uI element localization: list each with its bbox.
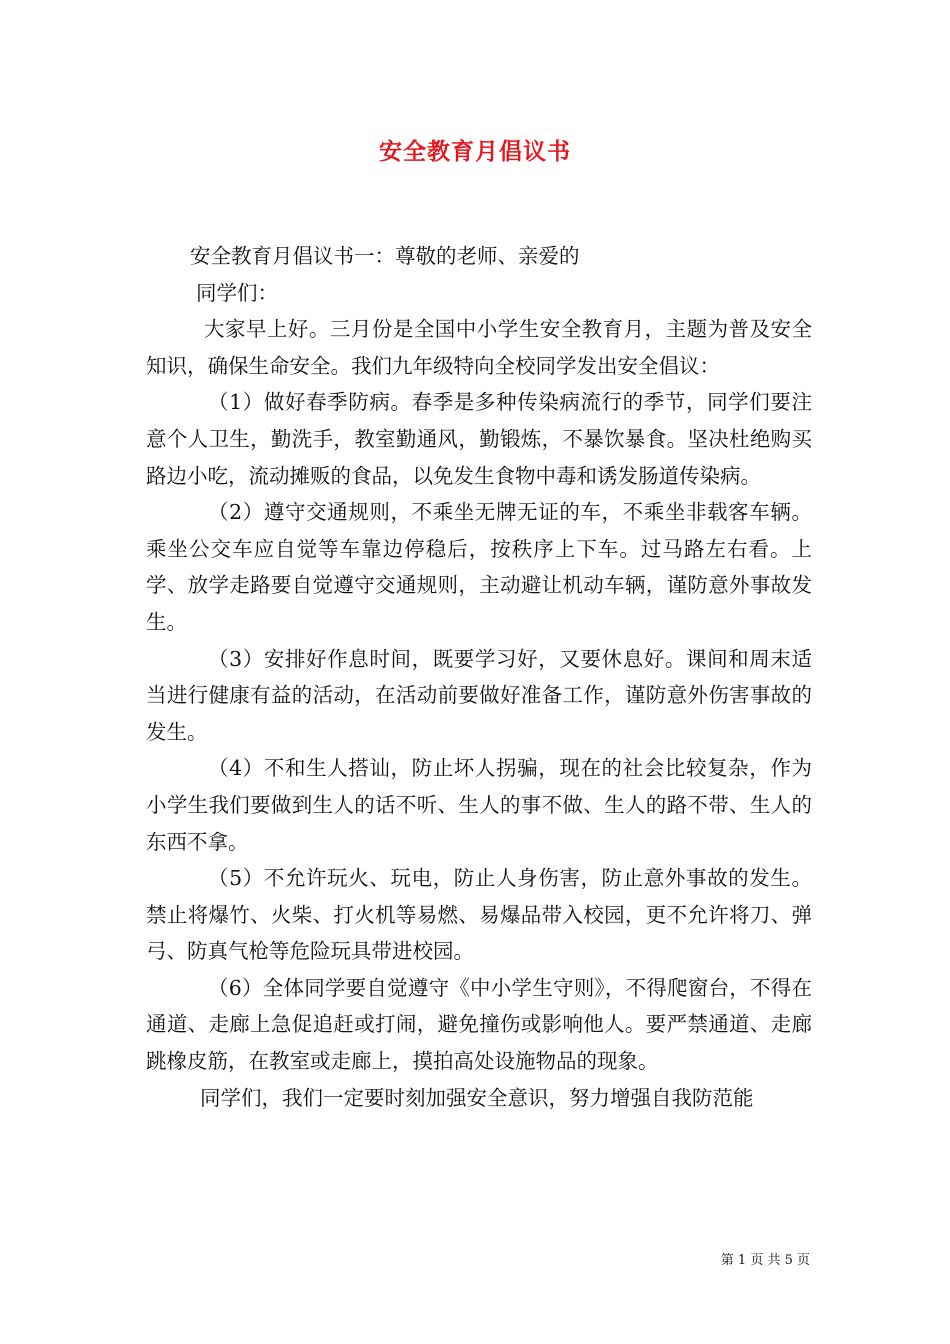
paragraph-item-5: （5）不允许玩火、玩电，防止人身伤害，防止意外事故的发生。禁止将爆竹、火柴、打火机等易燃、易爆品带入校园，更不允许将刀、弹弓、防真气枪等危险玩具带进校园。 (146, 866, 812, 964)
document-body (146, 238, 812, 1116)
paragraph-greeting: 同学们： (196, 280, 278, 305)
paragraph-opening: 大家早上好。三月份是全国中小学生安全教育月，主题为普及安全知识，确保生命安全。我们九年级特向全校同学发出安全倡议： (146, 317, 812, 378)
paragraph-intro: 安全教育月倡议书一：尊敬的老师、亲爱的 (190, 244, 580, 268)
paragraph-closing: 同学们，我们一定要时刻加强安全意识，努力增强自我防范能 (200, 1085, 754, 1110)
paragraph-item-3: （3）安排好作息时间，既要学习好，又要休息好。课间和周末适当进行健康有益的活动，在活动前要做好准备工作，谨防意外伤害事故的发生。 (146, 646, 812, 744)
page-number-footer: 第 1 页 共 5 页 (720, 1253, 810, 1268)
paragraph-item-1: （1）做好春季防病。春季是多种传染病流行的季节，同学们要注意个人卫生，勤洗手，教室勤通风，勤锻炼，不暴饮暴食。坚决杜绝购买路边小吃，流动摊贩的食品，以免发生食物中毒和诱发肠道传染病。 (146, 390, 812, 488)
paragraph-item-6: （6）全体同学要自觉遵守《中小学生守则》，不得爬窗台，不得在通道、走廊上急促追赶或打闹，避免撞伤或影响他人。要严禁通道、走廊跳橡皮筋，在教室或走廊上，摸拍高处设施物品的现象。 (146, 975, 812, 1074)
paragraph-item-4: （4）不和生人搭讪，防止坏人拐骗，现在的社会比较复杂，作为小学生我们要做到生人的话不听、生人的事不做、生人的路不带、生人的东西不拿。 (146, 756, 812, 854)
paragraph-item-2: （2）遵守交通规则，不乘坐无牌无证的车，不乘坐非载客车辆。乘坐公交车应自觉等车靠边停稳后，按秩序上下车。过马路左右看。上学、放学走路要自觉遵守交通规则，主动避让机动车辆，谨防意外事故发生。 (146, 500, 812, 634)
document-title: 安全教育月倡议书 (379, 138, 571, 165)
